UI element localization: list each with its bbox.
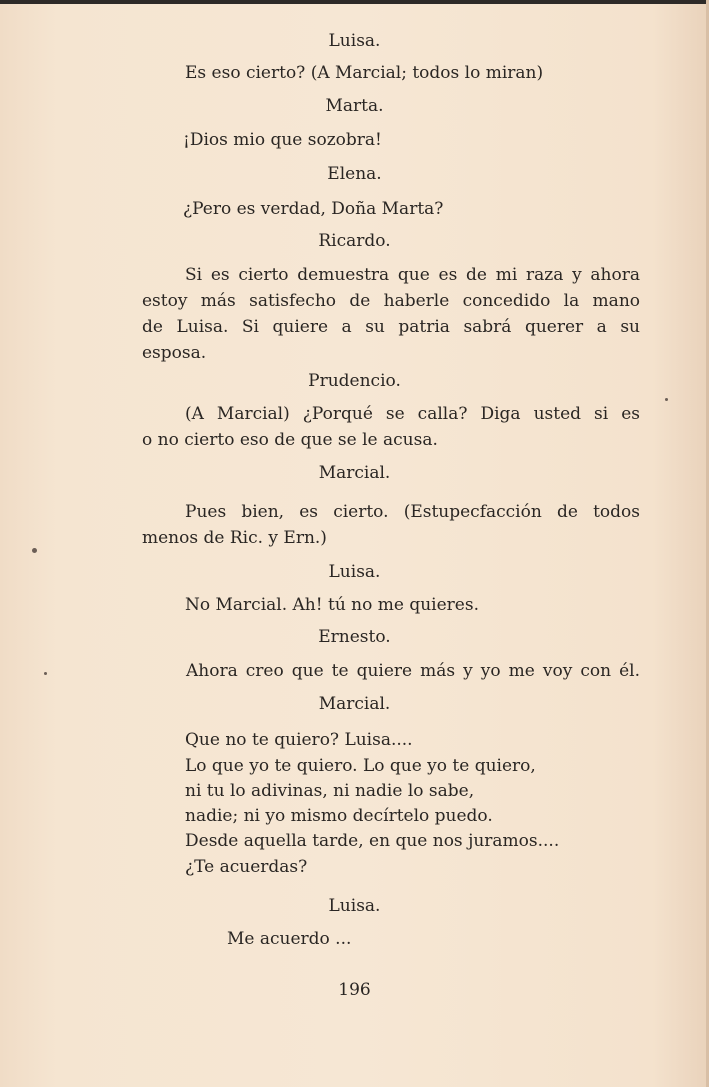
dialogue-line: Si es cierto demuestra que es de mi raza y ahora <box>185 265 640 285</box>
dialogue-line: Pues bien, es cierto. (Estupecfacción de todos <box>185 502 640 522</box>
page-top-edge <box>0 0 709 4</box>
dialogue-line: Es eso cierto? (A Marcial; todos lo miran) <box>185 63 544 83</box>
ink-speck <box>32 548 37 553</box>
dialogue-line: (A Marcial) ¿Porqué se calla? Diga usted si es <box>185 404 640 424</box>
verse-line: ni tu lo adivinas, ni nadie lo sabe, <box>185 781 475 801</box>
speaker-marcial: Marcial. <box>318 694 391 714</box>
dialogue-line: o no cierto eso de que se le acusa. <box>142 430 438 450</box>
verse-line: nadie; ni yo mismo decírtelo puedo. <box>185 806 493 826</box>
speaker-luisa: Luisa. <box>328 896 381 916</box>
verse-line: Lo que yo te quiero. Lo que yo te quiero, <box>185 756 536 776</box>
dialogue-line: ¡Dios mio que sozobra! <box>183 130 382 150</box>
speaker-ricardo: Ricardo. <box>318 231 391 251</box>
speaker-prudencio: Prudencio. <box>308 371 401 391</box>
speaker-marcial: Marcial. <box>318 463 391 483</box>
speaker-luisa: Luisa. <box>328 31 381 51</box>
page-number: 196 <box>338 980 371 1000</box>
dialogue-line: esposa. <box>142 343 207 363</box>
verse-line: ¿Te acuerdas? <box>185 857 308 877</box>
speaker-luisa: Luisa. <box>328 562 381 582</box>
verse-line: Desde aquella tarde, en que nos juramos.... <box>185 831 560 851</box>
verse-line: Que no te quiero? Luisa.... <box>185 730 413 750</box>
speaker-ernesto: Ernesto. <box>318 627 391 647</box>
dialogue-line: menos de Ric. y Ern.) <box>142 528 327 548</box>
dialogue-line: de Luisa. Si quiere a su patria sabrá querer a su <box>142 317 640 337</box>
dialogue-line: ¿Pero es verdad, Doña Marta? <box>183 199 444 219</box>
dialogue-line: estoy más satisfecho de haberle concedido la mano <box>142 291 640 311</box>
ink-speck <box>44 672 47 675</box>
dialogue-line: Ahora creo que te quiere más y yo me voy con él. <box>186 661 640 681</box>
dialogue-line: Me acuerdo ... <box>227 929 352 949</box>
ink-speck <box>665 398 668 401</box>
dialogue-line: No Marcial. Ah! tú no me quieres. <box>185 595 479 615</box>
speaker-elena: Elena. <box>327 164 382 184</box>
speaker-marta: Marta. <box>325 96 384 116</box>
